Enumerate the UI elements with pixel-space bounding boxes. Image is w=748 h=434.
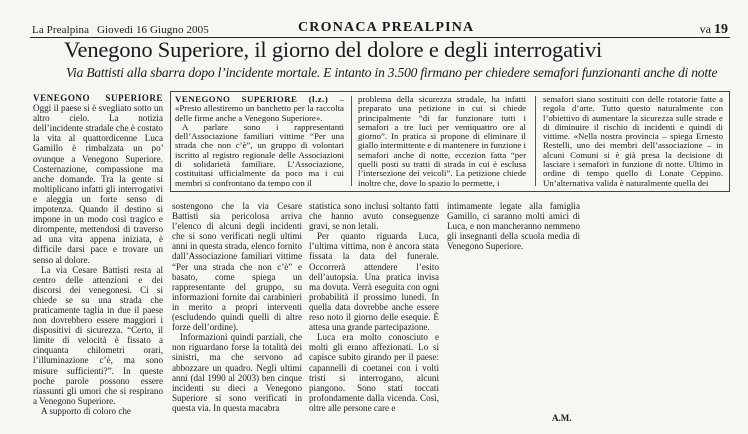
article-paragraph: Luca era molto conosciuto e molti gli erano affezionati. Lo si capisce subito girando per il paese: capannelli di coetanei con i volti tristi si interrogano, alcuni piangono. Sono stati toccati profondamente dalla vicenda. Così, oltre alle persone care e [309, 332, 439, 413]
article-paragraph: VENEGONO SUPERIORE Oggi il paese si è svegliato sotto un altro cielo. La notizia dell’incidente stradale che è costato la vita al quattordicenne Luca Gamillo è rimbalzata un po’ ovunque a Venegono Superiore. Costernazione, compassione ma anche domande. Tra la gente si moltiplicano infatti gli interrogativi e aleggia un forte senso di impotenza. Quando il destino si impone in un modo così tragico e dirompente, mettendosi di traverso ad una vita appena iniziata, è difficile darsi pace e trovare un senso al dolore. [33, 93, 163, 265]
petition-box [170, 91, 730, 192]
article-paragraph: Per quanto riguarda Luca, l’ultima vittima, non è ancora stata fissata la data del funerale. Occorrerà attendere l’esito dell’autopsia. Una pratica invisa ma dovuta. Verrà eseguita con ogni probabilità il prossimo lunedì. In quella data dovrebbe anche essere reso noto il giorno delle esequie. È attesa una grande partecipazione. [309, 231, 439, 333]
article-paragraph: statistica sono inclusi soltanto fatti che hanno avuto conseguenze gravi, se non letali. [309, 201, 439, 232]
section-title: CRONACA PREALPINA [298, 20, 475, 35]
headline: Venegono Superiore, il giorno del dolore e degli interrogativi [64, 37, 603, 62]
article-paragraph: A supporto di coloro che [41, 405, 131, 416]
masthead-left [32, 24, 209, 36]
article-column-3 [309, 201, 439, 419]
newspaper-name: La Prealpina [32, 24, 90, 36]
article-paragraph: A parlare sono i rappresentanti dell’Associazione familiari vittime “Per una strada che non c’è”, un gruppo di volontari iscritto al registro regionale delle Associazioni di solidarietà familiare. L’Associazione, costituitasi ufficialmente da poco ma i cui membri si confrontano da tempo con il [175, 121, 344, 187]
author-signature: A.M. [552, 413, 572, 423]
byline: VENEGONO SUPERIORE (l.z.) [175, 95, 340, 104]
article-paragraph: intimamente legate alla famiglia Gamillo, ci saranno molti amici di Luca, e non mancheranno nemmeno gli insegnanti della scuola media di Venegono Superiore. [447, 201, 580, 252]
page-prefix: va [699, 22, 711, 36]
box-divider [351, 96, 352, 186]
article-paragraph: sostengono che la via Cesare Battisti sia pericolosa arriva l’elenco di alcuni degli incidenti che si sono verificati negli ultimi anni in questa strada, elenco fornito dall’Associazione familiari vittime “Per una strada che non c’è” e basato, come spiega un rappresentante del gruppo, su informazioni fornite dai carabinieri in merito a propri interventi (escludendo quindi quelli di altre forze dell’ordine). [172, 201, 302, 333]
page-number [700, 22, 728, 38]
box-column-1 [175, 95, 344, 187]
article-paragraph: VENEGONO SUPERIORE (l.z.) – «Presto allestiremo un banchetto per la raccolta delle firme anche a Venegono Superiore». [175, 95, 344, 123]
article-column-2 [172, 201, 302, 419]
byline: VENEGONO SUPERIORE [33, 93, 163, 103]
article-column-1 [33, 93, 163, 419]
box-column-3 [543, 95, 723, 187]
box-divider [535, 96, 536, 186]
subheadline: Via Battisti alla sbarra dopo l’incidente mortale. E intanto in 3.500 firmano per chiedere semafori funzionanti anche di notte [66, 65, 718, 80]
article-paragraph: problema della sicurezza stradale, ha infatti preparato una petizione in cui si chiede principalmente “di far funzionare tutti i semafori a tre luci per ventiquattro ore al giorno”. In pratica si propone di eliminare il giallo intermittente e di mantenere in funzione i semafori anche di notte, eccezion fatta “per quelli posti su tratti di strada in cui è esclusa l’intersezione dei veicoli”. La petizione chiede inoltre che, dove lo spazio lo permette, i [358, 95, 526, 187]
article-paragraph: semafori siano sostituiti con delle rotatorie fatte a regola d’arte. Tutto questo naturalmente con l’obiettivo di aumentare la sicurezza sulle strade e di diminuire il rischio di incidenti e quindi di vittime. «Nella nostra provincia – spiega Ernesto Restelli, uno dei membri dell’associazione – in alcuni Comuni si è già presa la decisione di lasciare i semafori in funzione di notte. Ultimo in ordine di tempo quello di Lonate Ceppino. Un’alternativa valida è naturalmente quella dei [543, 95, 723, 187]
article-paragraph: Informazioni quindi parziali, che non riguardano forse la totalità dei sinistri, ma che servono ad abbozzare un quadro. Negli ultimi anni (dal 1990 al 2003) ben cinque incidenti su dieci a Venegono Superiore si sono verificati in questa via. In questa macabra [172, 332, 302, 413]
box-column-2 [358, 95, 526, 187]
issue-date: Giovedì 16 Giugno 2005 [96, 24, 209, 36]
page-number-value: 19 [714, 22, 728, 37]
article-column-4 [447, 201, 580, 419]
article-paragraph: La via Cesare Battisti resta al centro delle attenzioni e dei discorsi dei venegonesi. Ci si chiede se su una strada che praticamente taglia in due il paese non dovrebbero essere maggiori i dispositivi di sicurezza. “Certo, il limite di velocità è fissato a cinquanta chilometri orari, l’illuminazione c’è, ma sono misure sufficienti?”. In queste poche parole possono essere riassunti gli umori che si respirano a Venegono Superiore. [33, 264, 163, 406]
